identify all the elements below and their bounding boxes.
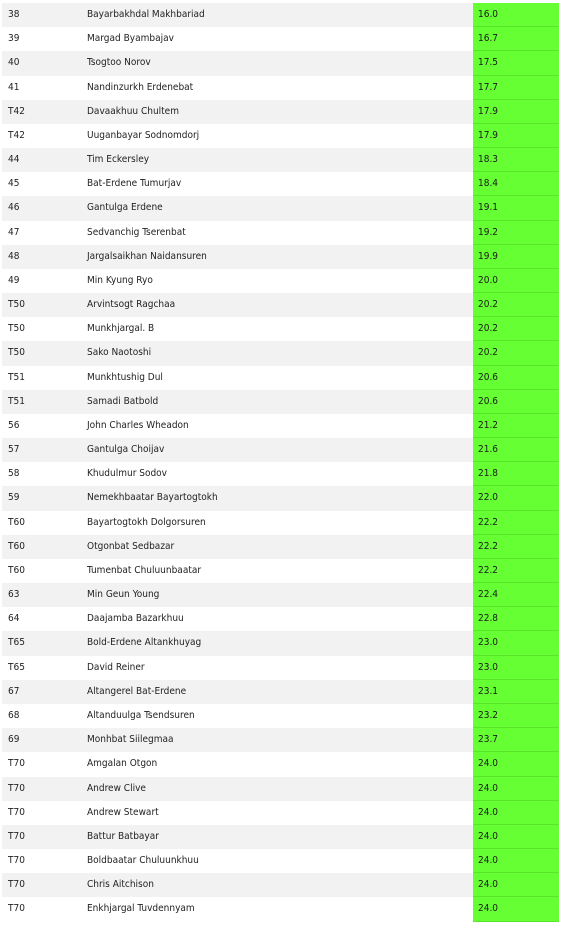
row-background: [2, 462, 473, 486]
table-row: [0, 438, 561, 462]
position-cell: T60: [8, 564, 25, 576]
position-cell: T70: [8, 758, 25, 770]
row-background: [2, 414, 473, 438]
average-cell: [473, 873, 559, 897]
position-cell: 45: [8, 178, 20, 190]
row-background: [2, 631, 473, 655]
player-name-cell: Altangerel Bat-Erdene: [87, 685, 187, 697]
table-row: [0, 462, 561, 486]
average-cell: [473, 366, 559, 390]
row-background: [2, 3, 473, 27]
average-value: 19.1: [478, 202, 499, 214]
table-row: [0, 148, 561, 172]
average-value: 19.9: [478, 250, 499, 262]
average-value: 24.0: [478, 758, 499, 770]
table-row: [0, 704, 561, 728]
player-name-cell: Tsogtoo Norov: [87, 57, 151, 69]
table-row: [0, 390, 561, 414]
average-cell: [473, 728, 559, 752]
row-background: [2, 196, 473, 220]
row-background: [2, 293, 473, 317]
average-value: 20.6: [478, 395, 499, 407]
average-cell: [473, 3, 559, 27]
average-cell: [473, 148, 559, 172]
table-row: [0, 245, 561, 269]
average-value: 23.1: [478, 685, 499, 697]
position-cell: 64: [8, 613, 20, 625]
average-cell: [473, 897, 559, 921]
average-cell: [473, 76, 559, 100]
average-value: 18.3: [478, 154, 499, 166]
average-cell: [473, 124, 559, 148]
average-cell: [473, 704, 559, 728]
row-background: [2, 148, 473, 172]
row-background: [2, 704, 473, 728]
position-cell: T42: [8, 129, 25, 141]
average-value: 24.0: [478, 806, 499, 818]
average-cell: [473, 607, 559, 631]
table-row: [0, 583, 561, 607]
table-row: [0, 366, 561, 390]
position-cell: T60: [8, 516, 25, 528]
average-cell: [473, 752, 559, 776]
average-cell: [473, 414, 559, 438]
row-background: [2, 76, 473, 100]
player-name-cell: Samadi Batbold: [87, 395, 159, 407]
average-cell: [473, 825, 559, 849]
position-cell: 58: [8, 468, 20, 480]
table-row: [0, 777, 561, 801]
row-background: [2, 221, 473, 245]
position-cell: T60: [8, 540, 25, 552]
table-row: [0, 680, 561, 704]
table-row: [0, 196, 561, 220]
table-row: [0, 221, 561, 245]
table-row: [0, 124, 561, 148]
position-cell: 56: [8, 419, 20, 431]
table-row: [0, 511, 561, 535]
average-value: 23.0: [478, 661, 499, 673]
position-cell: 46: [8, 202, 20, 214]
average-value: 24.0: [478, 830, 499, 842]
row-background: [2, 849, 473, 873]
table-row: [0, 631, 561, 655]
position-cell: 57: [8, 444, 20, 456]
position-cell: T65: [8, 637, 25, 649]
player-name-cell: Arvintsogt Ragchaa: [87, 299, 176, 311]
average-value: 16.0: [478, 9, 499, 20]
position-cell: T70: [8, 830, 25, 842]
row-background: [2, 390, 473, 414]
average-value: 24.0: [478, 782, 499, 794]
table-row: [0, 535, 561, 559]
table-row: [0, 3, 561, 27]
position-cell: 48: [8, 250, 20, 262]
player-name-cell: Chris Aitchison: [87, 879, 154, 891]
position-cell: T70: [8, 806, 25, 818]
player-name-cell: Tim Eckersley: [87, 154, 150, 166]
player-name-cell: Bat-Erdene Tumurjav: [87, 178, 182, 190]
row-background: [2, 559, 473, 583]
table-row: [0, 100, 561, 124]
position-cell: T51: [8, 371, 25, 383]
row-background: [2, 607, 473, 631]
average-value: 16.7: [478, 33, 499, 45]
row-background: [2, 752, 473, 776]
average-cell: [473, 486, 559, 510]
position-cell: 69: [8, 734, 20, 746]
average-value: 23.7: [478, 734, 499, 746]
row-background: [2, 873, 473, 897]
table-row: [0, 269, 561, 293]
table-row: [0, 656, 561, 680]
average-cell: [473, 100, 559, 124]
average-value: 24.0: [478, 903, 499, 915]
average-value: 24.0: [478, 879, 499, 891]
position-cell: 40: [8, 57, 20, 69]
player-name-cell: Otgonbat Sedbazar: [87, 540, 175, 552]
average-cell: [473, 196, 559, 220]
row-background: [2, 172, 473, 196]
player-name-cell: Nemekhbaatar Bayartogtokh: [87, 492, 218, 504]
average-cell: [473, 341, 559, 365]
table-row: [0, 607, 561, 631]
row-background: [2, 777, 473, 801]
position-cell: T50: [8, 299, 25, 311]
player-name-cell: Andrew Clive: [87, 782, 146, 794]
table-row: [0, 559, 561, 583]
average-cell: [473, 293, 559, 317]
row-background: [2, 680, 473, 704]
average-value: 21.2: [478, 419, 499, 431]
position-cell: 38: [8, 9, 20, 20]
player-name-cell: Bayarbakhdal Makhbariad: [87, 9, 205, 20]
player-name-cell: Bayartogtokh Dolgorsuren: [87, 516, 206, 528]
player-name-cell: Uuganbayar Sodnomdorj: [87, 129, 200, 141]
player-name-cell: Sako Naotoshi: [87, 347, 152, 359]
average-value: 22.4: [478, 589, 499, 601]
row-background: [2, 245, 473, 269]
average-value: 22.2: [478, 540, 499, 552]
player-name-cell: Amgalan Otgon: [87, 758, 158, 770]
position-cell: T50: [8, 323, 25, 335]
player-name-cell: Davaakhuu Chultem: [87, 105, 179, 117]
position-cell: 39: [8, 33, 20, 45]
average-cell: [473, 801, 559, 825]
average-value: 20.6: [478, 371, 499, 383]
player-name-cell: Gantulga Erdene: [87, 202, 163, 214]
table-row: [0, 486, 561, 510]
row-background: [2, 897, 473, 921]
table-row: [0, 317, 561, 341]
table-row: [0, 172, 561, 196]
player-name-cell: Min Kyung Ryo: [87, 274, 153, 286]
average-value: 22.2: [478, 564, 499, 576]
player-name-cell: Andrew Stewart: [87, 806, 159, 818]
average-cell: [473, 438, 559, 462]
row-background: [2, 486, 473, 510]
player-name-cell: Monhbat Siilegmaa: [87, 734, 174, 746]
average-cell: [473, 849, 559, 873]
player-name-cell: John Charles Wheadon: [87, 419, 189, 431]
row-background: [2, 438, 473, 462]
position-cell: T42: [8, 105, 25, 117]
position-cell: T70: [8, 855, 25, 867]
row-background: [2, 317, 473, 341]
table-row: [0, 801, 561, 825]
position-cell: T50: [8, 347, 25, 359]
player-name-cell: Battur Batbayar: [87, 830, 159, 842]
player-name-cell: Munkhjargal. B: [87, 323, 155, 335]
average-cell: [473, 51, 559, 75]
average-value: 22.8: [478, 613, 499, 625]
average-cell: [473, 535, 559, 559]
position-cell: 68: [8, 709, 20, 721]
average-cell: [473, 317, 559, 341]
player-name-cell: Tumenbat Chuluunbaatar: [87, 564, 202, 576]
average-value: 17.5: [478, 57, 499, 69]
table-row: [0, 341, 561, 365]
position-cell: 41: [8, 81, 20, 93]
table-row: [0, 873, 561, 897]
row-background: [2, 269, 473, 293]
player-name-cell: Munkhtushig Dul: [87, 371, 163, 383]
average-value: 20.2: [478, 299, 499, 311]
row-background: [2, 825, 473, 849]
position-cell: 49: [8, 274, 20, 286]
average-cell: [473, 27, 559, 51]
row-background: [2, 341, 473, 365]
position-cell: T70: [8, 879, 25, 891]
average-value: 22.2: [478, 516, 499, 528]
row-background: [2, 366, 473, 390]
average-value: 20.0: [478, 274, 499, 286]
table-row: [0, 728, 561, 752]
row-background: [2, 535, 473, 559]
average-cell: [473, 777, 559, 801]
average-cell: [473, 245, 559, 269]
player-name-cell: Jargalsaikhan Naidansuren: [87, 250, 207, 262]
player-name-cell: Enkhjargal Tuvdennyam: [87, 903, 195, 915]
player-name-cell: Daajamba Bazarkhuu: [87, 613, 184, 625]
player-name-cell: Bold-Erdene Altankhuyag: [87, 637, 202, 649]
player-name-cell: Altanduulga Tsendsuren: [87, 709, 195, 721]
player-name-cell: Gantulga Choijav: [87, 444, 165, 456]
average-value: 21.8: [478, 468, 499, 480]
average-cell: [473, 656, 559, 680]
table-row: [0, 897, 561, 921]
average-value: 23.2: [478, 709, 499, 721]
player-name-cell: Boldbaatar Chuluunkhuu: [87, 855, 199, 867]
player-name-cell: Khudulmur Sodov: [87, 468, 167, 480]
average-cell: [473, 631, 559, 655]
row-background: [2, 583, 473, 607]
table-row: [0, 414, 561, 438]
table-row: [0, 27, 561, 51]
table-row: [0, 293, 561, 317]
position-cell: T70: [8, 903, 25, 915]
average-value: 18.4: [478, 178, 499, 190]
average-value: 20.2: [478, 347, 499, 359]
position-cell: 47: [8, 226, 20, 238]
table-row: [0, 825, 561, 849]
average-value: 17.9: [478, 129, 499, 141]
average-value: 19.2: [478, 226, 499, 238]
row-background: [2, 124, 473, 148]
average-value: 24.0: [478, 855, 499, 867]
row-background: [2, 801, 473, 825]
position-cell: T65: [8, 661, 25, 673]
position-cell: T51: [8, 395, 25, 407]
average-cell: [473, 390, 559, 414]
row-background: [2, 728, 473, 752]
table-row: [0, 51, 561, 75]
player-name-cell: Margad Byambajav: [87, 33, 174, 45]
table-row: [0, 849, 561, 873]
average-value: 20.2: [478, 323, 499, 335]
average-cell: [473, 559, 559, 583]
position-cell: 59: [8, 492, 20, 504]
table-row: [0, 752, 561, 776]
player-name-cell: David Reiner: [87, 661, 145, 673]
position-cell: T70: [8, 782, 25, 794]
table-row: [0, 76, 561, 100]
average-cell: [473, 221, 559, 245]
row-background: [2, 27, 473, 51]
average-value: 21.6: [478, 444, 499, 456]
row-background: [2, 100, 473, 124]
average-cell: [473, 172, 559, 196]
average-value: 17.7: [478, 81, 499, 93]
average-cell: [473, 680, 559, 704]
position-cell: 63: [8, 589, 20, 601]
average-cell: [473, 269, 559, 293]
player-name-cell: Min Geun Young: [87, 589, 160, 601]
player-name-cell: Nandinzurkh Erdenebat: [87, 81, 194, 93]
position-cell: 44: [8, 154, 20, 166]
average-cell: [473, 462, 559, 486]
average-cell: [473, 583, 559, 607]
position-cell: 67: [8, 685, 20, 697]
row-background: [2, 51, 473, 75]
table-body: [0, 3, 561, 922]
average-cell: [473, 511, 559, 535]
average-value: 23.0: [478, 637, 499, 649]
row-background: [2, 511, 473, 535]
row-background: [2, 656, 473, 680]
average-value: 22.0: [478, 492, 499, 504]
average-value: 17.9: [478, 105, 499, 117]
player-name-cell: Sedvanchig Tserenbat: [87, 226, 186, 238]
